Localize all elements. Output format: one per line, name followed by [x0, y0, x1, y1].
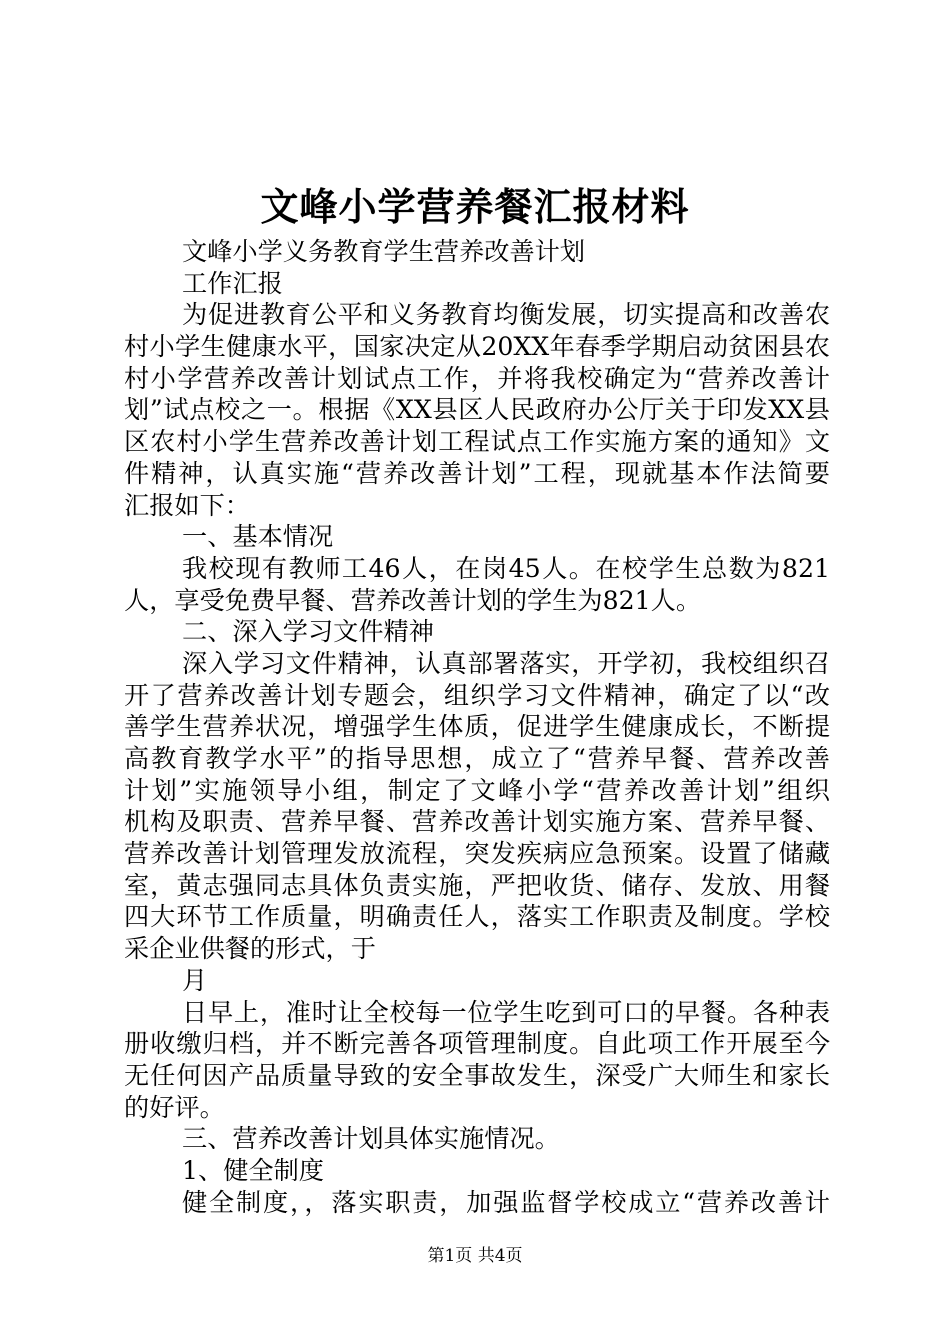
text-line: 村小学营养改善计划试点工作，并将我校确定为“营养改善计	[124, 363, 830, 393]
text-line: 开了营养改善计划专题会，组织学习文件精神，确定了以“改	[124, 680, 830, 710]
text-line: 工作汇报	[182, 268, 283, 298]
text-line: 1、健全制度	[182, 1155, 324, 1185]
text-line: 三、营养改善计划具体实施情况。	[182, 1124, 560, 1154]
text-line: 采企业供餐的形式，于	[124, 934, 376, 964]
text-line: 册收缴归档，并不断完善各项管理制度。自此项工作开展至今	[124, 1029, 830, 1059]
text-line: 营养改善计划管理发放流程，突发疾病应急预案。设置了储藏	[124, 839, 830, 869]
text-line: 无任何因产品质量导致的安全事故发生，深受广大师生和家长	[124, 1060, 830, 1090]
text-line: 高教育教学水平”的指导思想，成立了“营养早餐、营养改善	[124, 744, 830, 773]
text-line: 二、深入学习文件精神	[182, 617, 434, 647]
text-line: 的好评。	[124, 1092, 225, 1122]
text-line: 善学生营养状况，增强学生体质，促进学生健康成长，不断提	[124, 712, 830, 742]
text-line: 为促进教育公平和义务教育均衡发展，切实提高和改善农	[182, 300, 830, 330]
text-line: 计划”实施领导小组，制定了文峰小学“营养改善计划”组织	[124, 775, 830, 805]
text-line: 一、基本情况	[182, 522, 334, 552]
text-line: 我校现有教师工46人，在岗45人。在校学生总数为821	[182, 553, 830, 583]
document-body	[124, 236, 830, 1218]
text-line: 机构及职责、营养早餐、营养改善计划实施方案、营养早餐、	[124, 807, 830, 837]
text-line: 划”试点校之一。根据《XX县区人民政府办公厅关于印发XX县	[124, 395, 830, 425]
text-line: 人，享受免费早餐、营养改善计划的学生为821人。	[124, 585, 702, 615]
text-line: 深入学习文件精神，认真部署落实，开学初，我校组织召	[182, 648, 830, 678]
text-line: 健全制度，，落实职责，加强监督学校成立“营养改善计	[182, 1187, 830, 1217]
text-line: 村小学生健康水平，国家决定从20XX年春季学期启动贫困县农	[124, 332, 830, 362]
text-line: 件精神，认真实施“营养改善计划”工程，现就基本作法简要	[124, 458, 830, 488]
text-line: 区农村小学生营养改善计划工程试点工作实施方案的通知》文	[124, 427, 830, 457]
text-line: 日早上，准时让全校每一位学生吃到可口的早餐。各种表	[182, 997, 830, 1027]
document-title: 文峰小学营养餐汇报材料	[260, 184, 690, 229]
text-line: 汇报如下：	[124, 490, 250, 520]
text-line: 室，黄志强同志具体负责实施，严把收货、储存、发放、用餐	[124, 870, 830, 900]
text-line: 月	[182, 965, 208, 995]
text-line: 四大环节工作质量，明确责任人，落实工作职责及制度。学校	[124, 902, 830, 932]
page-footer: 第1页 共4页	[427, 1246, 523, 1266]
text-line: 文峰小学义务教育学生营养改善计划	[182, 237, 585, 266]
